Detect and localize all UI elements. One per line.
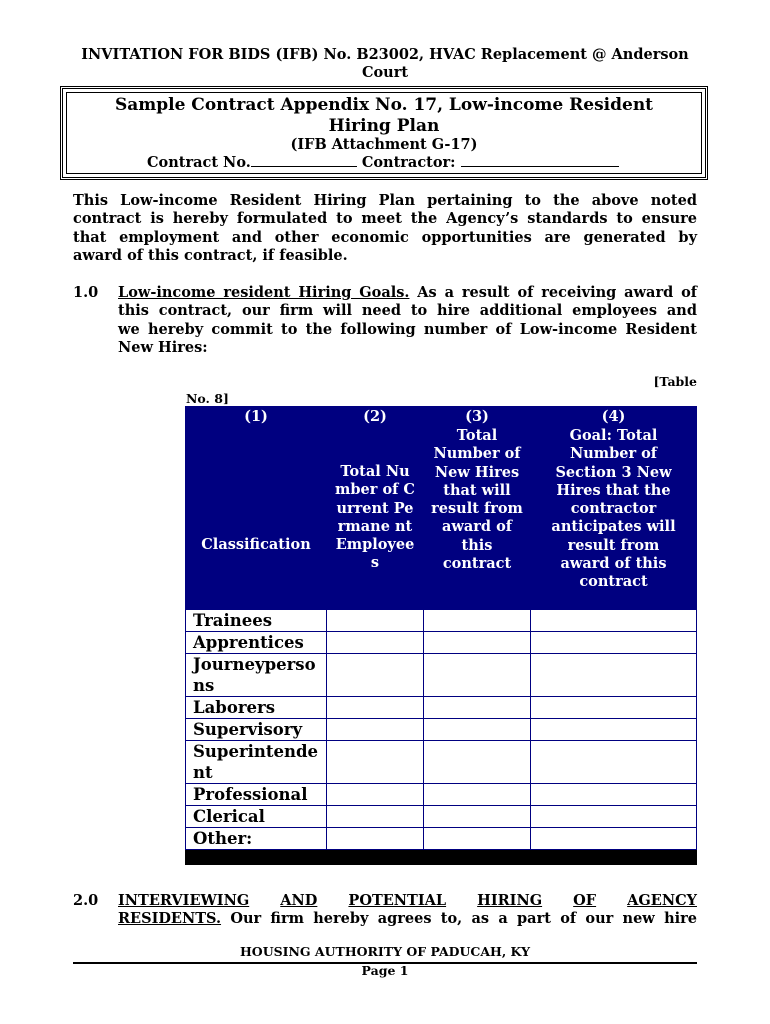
contract-no-field[interactable]	[251, 153, 357, 167]
ifb-header	[60, 46, 710, 82]
ifb-header-line1: INVITATION FOR BIDS (IFB) No. B23002, HVAC Replacement @ Anderson	[81, 46, 689, 63]
intro-line: award of this contract, if feasible.	[73, 246, 348, 264]
section2-heading-end: RESIDENTS.	[118, 910, 222, 928]
table-footer-bar	[186, 850, 697, 865]
row-goal-cell[interactable]	[531, 806, 697, 828]
row-current-cell[interactable]	[327, 654, 424, 697]
section1-line: this contract, our firm will need to hire additional employees and	[118, 302, 697, 320]
table-header-row	[186, 407, 697, 610]
row-newhires-cell[interactable]	[424, 828, 531, 850]
section1-body	[118, 284, 697, 357]
table-row	[186, 806, 697, 828]
header-col-text: Total Number of New Hires that will result from award of this contract	[431, 427, 523, 573]
footer-authority: HOUSING AUTHORITY OF PADUCAH, KY	[240, 944, 530, 959]
table-row	[186, 784, 697, 806]
row-classification: Journeyperso ns	[186, 654, 327, 697]
row-classification: Clerical	[186, 806, 327, 828]
ifb-header-line2: Court	[361, 64, 409, 81]
header-col-number: (3)	[465, 408, 489, 425]
header-col-text: Classification	[201, 536, 311, 553]
row-classification: Professional	[186, 784, 327, 806]
header-section3-goal	[531, 407, 697, 610]
row-goal-cell[interactable]	[531, 697, 697, 719]
row-current-cell[interactable]	[327, 784, 424, 806]
section2-heading-word: OF	[573, 892, 597, 909]
section2-line2	[118, 910, 697, 928]
appendix-title	[63, 95, 705, 137]
section2-heading-word: INTERVIEWING	[118, 892, 250, 909]
section2-heading-word: AND	[280, 892, 318, 909]
section1-line1-rest: As a result of receiving award of	[409, 284, 697, 301]
header-classification	[186, 407, 327, 610]
contractor-field[interactable]	[461, 153, 619, 167]
table-row	[186, 741, 697, 784]
row-current-cell[interactable]	[327, 697, 424, 719]
row-classification: Laborers	[186, 697, 327, 719]
row-goal-cell[interactable]	[531, 719, 697, 741]
row-goal-cell[interactable]	[531, 610, 697, 632]
section1-number: 1.0	[73, 284, 99, 301]
table-row	[186, 654, 697, 697]
row-goal-cell[interactable]	[531, 654, 697, 697]
section2-heading-word: AGENCY	[627, 892, 697, 909]
intro-paragraph	[73, 192, 697, 265]
row-newhires-cell[interactable]	[424, 610, 531, 632]
table-ref-part2: No. 8]	[186, 391, 229, 406]
intro-line: contract is hereby formulated to meet the Agency’s standards to ensure	[73, 210, 697, 228]
appendix-subtitle: (IFB Attachment G-17)	[290, 136, 478, 153]
row-current-cell[interactable]	[327, 828, 424, 850]
row-current-cell[interactable]	[327, 806, 424, 828]
row-current-cell[interactable]	[327, 719, 424, 741]
contract-fields	[147, 153, 619, 172]
header-col-number: (2)	[363, 408, 387, 425]
section2-number: 2.0	[73, 892, 99, 909]
contract-no-label: Contract No.	[147, 154, 251, 171]
row-goal-cell[interactable]	[531, 741, 697, 784]
row-classification: Apprentices	[186, 632, 327, 654]
table-row	[186, 610, 697, 632]
row-current-cell[interactable]	[327, 610, 424, 632]
appendix-title-line2: Hiring Plan	[328, 116, 440, 136]
intro-line: that employment and other economic opportunities are generated by	[73, 228, 697, 246]
section2-line2-rest: Our firm hereby agrees to, as a part of our new hire	[221, 910, 697, 928]
header-current-employees	[327, 407, 424, 610]
row-classification: Supervisory	[186, 719, 327, 741]
header-col-text: Goal: Total Number of Section 3 New Hires that the contractor anticipates will result from award of this contract	[551, 427, 676, 591]
footer-page-number: Page 1	[361, 963, 409, 978]
section2-heading-word: HIRING	[477, 892, 543, 909]
header-new-hires	[424, 407, 531, 610]
row-newhires-cell[interactable]	[424, 632, 531, 654]
row-current-cell[interactable]	[327, 632, 424, 654]
table-row	[186, 632, 697, 654]
section2-heading-word: POTENTIAL	[348, 892, 447, 909]
row-classification: Trainees	[186, 610, 327, 632]
row-newhires-cell[interactable]	[424, 806, 531, 828]
section2-body	[118, 892, 697, 929]
row-classification: Other:	[186, 828, 327, 850]
contractor-label: Contractor:	[361, 154, 456, 171]
table-ref-part1: [Table	[653, 374, 697, 389]
section2-heading-line1	[118, 892, 697, 910]
row-newhires-cell[interactable]	[424, 697, 531, 719]
header-col-text: Total Number of Current Permane nt Employee s	[335, 463, 415, 572]
intro-line: This Low-income Resident Hiring Plan pertaining to the above noted	[73, 192, 697, 209]
row-newhires-cell[interactable]	[424, 719, 531, 741]
appendix-title-box	[60, 86, 708, 180]
row-goal-cell[interactable]	[531, 784, 697, 806]
row-newhires-cell[interactable]	[424, 784, 531, 806]
row-newhires-cell[interactable]	[424, 654, 531, 697]
hiring-goals-table	[185, 406, 697, 865]
row-newhires-cell[interactable]	[424, 741, 531, 784]
table-row	[186, 828, 697, 850]
table-row	[186, 719, 697, 741]
header-col-number: (1)	[244, 408, 268, 425]
row-classification: Superintende nt	[186, 741, 327, 784]
section1-line: we hereby commit to the following number of Low-income Resident	[118, 320, 697, 338]
row-current-cell[interactable]	[327, 741, 424, 784]
row-goal-cell[interactable]	[531, 828, 697, 850]
table-row	[186, 697, 697, 719]
section1-line: New Hires:	[118, 338, 208, 356]
section1-heading: Low-income resident Hiring Goals.	[118, 284, 410, 301]
appendix-title-line1: Sample Contract Appendix No. 17, Low-income Resident	[114, 95, 654, 115]
row-goal-cell[interactable]	[531, 632, 697, 654]
section1-line1	[118, 284, 697, 302]
header-col-number: (4)	[601, 408, 626, 425]
